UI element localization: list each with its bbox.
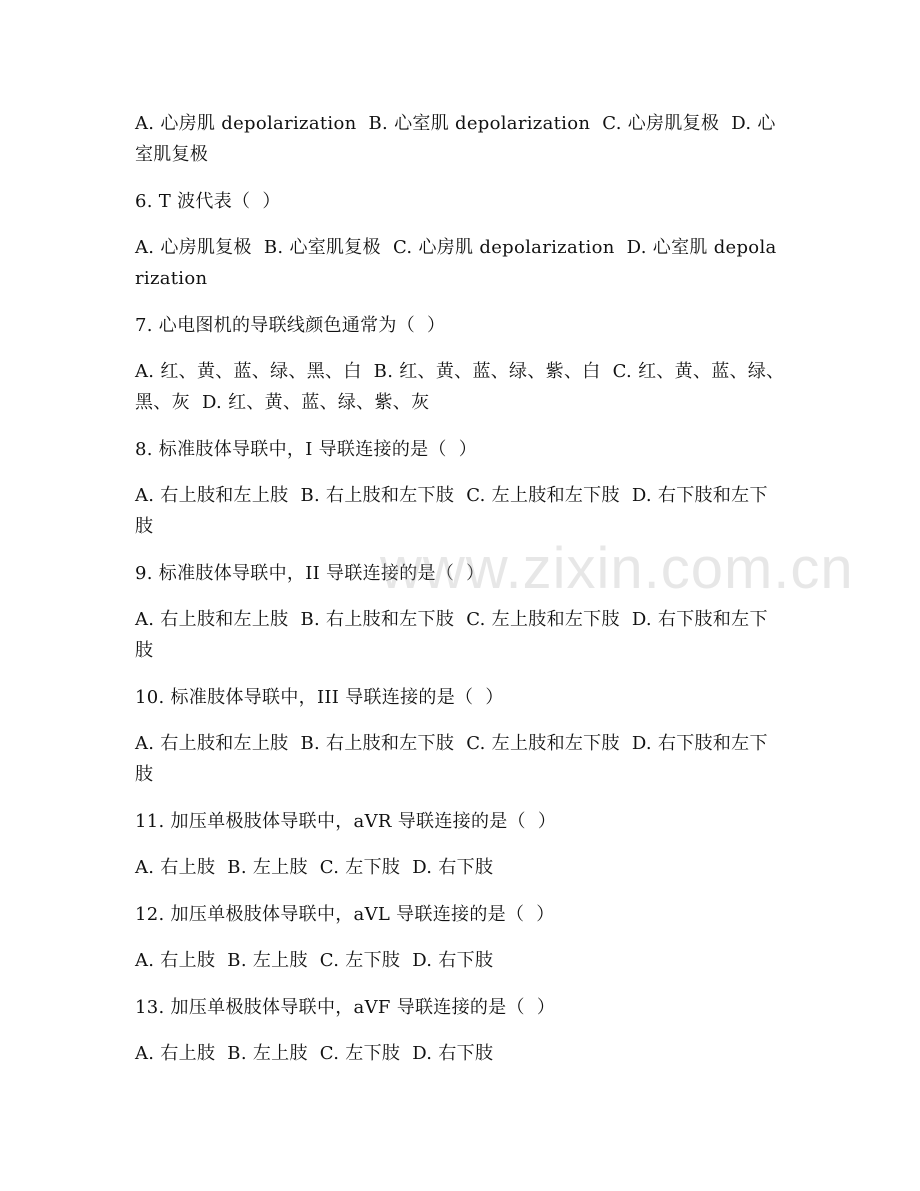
question-7: 7. 心电图机的导联线颜色通常为（ ） bbox=[135, 314, 446, 336]
answer-options: A. 心房肌 depolarization B. 心室肌 depolarization C. 心房肌复极 D. 心室肌复极 bbox=[135, 113, 776, 165]
question-6: 6. T 波代表（ ） bbox=[135, 190, 281, 212]
answer-options: A. 右上肢和左上肢 B. 右上肢和左下肢 C. 左上肢和左下肢 D. 右下肢和左下肢 bbox=[135, 485, 768, 537]
answer-options: A. 右上肢和左上肢 B. 右上肢和左下肢 C. 左上肢和左下肢 D. 右下肢和左下肢 bbox=[135, 733, 768, 785]
document-body bbox=[135, 108, 785, 1085]
question-9: 9. 标准肢体导联中，II 导联连接的是（ ） bbox=[135, 562, 485, 584]
answer-options: A. 心房肌复极 B. 心室肌复极 C. 心房肌 depolarization D. 心室肌 depolarization bbox=[135, 237, 777, 289]
answer-options: A. 右上肢和左上肢 B. 右上肢和左下肢 C. 左上肢和左下肢 D. 右下肢和左下肢 bbox=[135, 609, 768, 661]
answer-options: A. 右上肢 B. 左上肢 C. 左下肢 D. 右下肢 bbox=[135, 857, 494, 878]
answer-options: A. 右上肢 B. 左上肢 C. 左下肢 D. 右下肢 bbox=[135, 950, 494, 971]
question-11: 11. 加压单极肢体导联中，aVR 导联连接的是（ ） bbox=[135, 810, 557, 832]
watermark: www.zixin.com.cn bbox=[380, 536, 854, 601]
answer-options: A. 红、黄、蓝、绿、黑、白 B. 红、黄、蓝、绿、紫、白 C. 红、黄、蓝、绿、黑、灰 D. 红、黄、蓝、绿、紫、灰 bbox=[135, 361, 785, 413]
question-10: 10. 标准肢体导联中，III 导联连接的是（ ） bbox=[135, 686, 504, 708]
question-8: 8. 标准肢体导联中，I 导联连接的是（ ） bbox=[135, 438, 478, 460]
answer-options: A. 右上肢 B. 左上肢 C. 左下肢 D. 右下肢 bbox=[135, 1043, 494, 1064]
question-13: 13. 加压单极肢体导联中，aVF 导联连接的是（ ） bbox=[135, 996, 556, 1018]
question-12: 12. 加压单极肢体导联中，aVL 导联连接的是（ ） bbox=[135, 903, 555, 925]
